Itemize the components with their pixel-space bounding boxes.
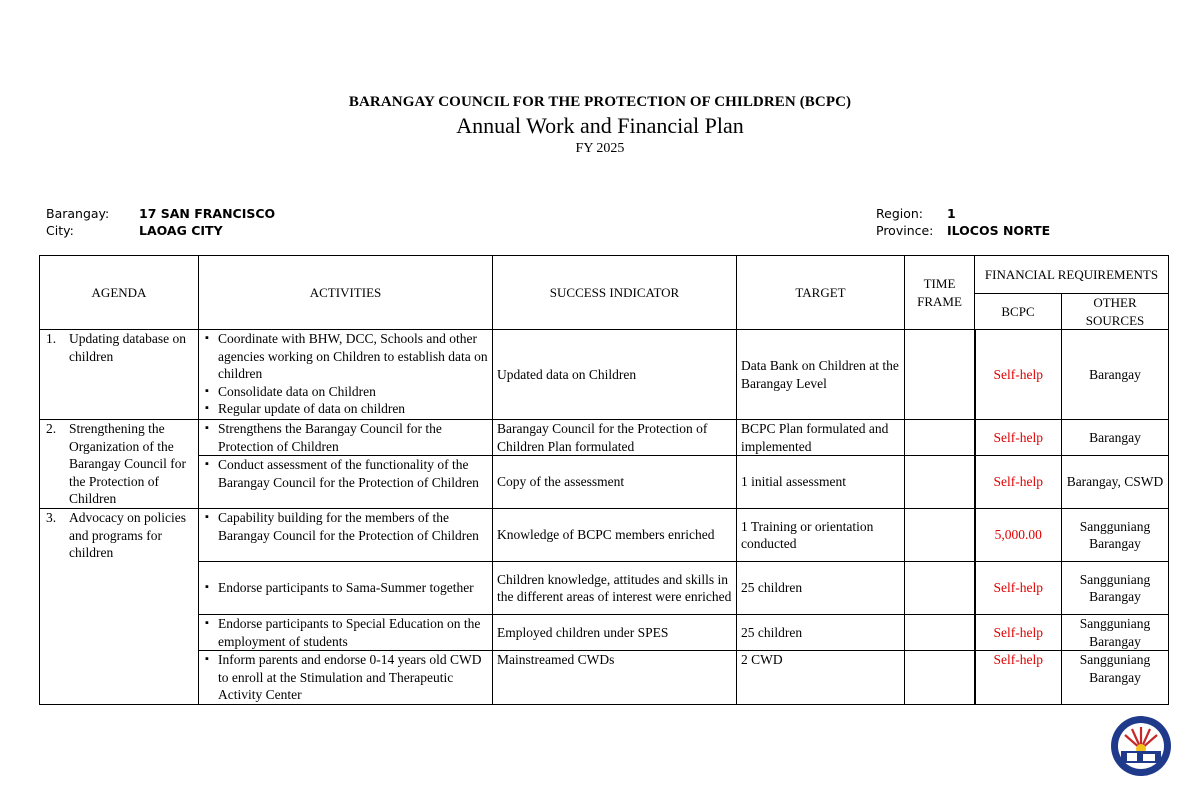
indicator-cell: Children knowledge, attitudes and skills in the different areas of interest were enriched: [493, 562, 737, 615]
region-label: Region:: [876, 206, 924, 221]
document-title: BARANGAY COUNCIL FOR THE PROTECTION OF CHILDREN (BCPC): [348, 94, 852, 110]
target-cell: 1 initial assessment: [737, 456, 905, 509]
indicator-cell: Knowledge of BCPC members enriched: [493, 509, 737, 562]
other-sources-cell: Sangguniang Barangay: [1062, 562, 1169, 615]
indicator-cell: Mainstreamed CWDs: [493, 651, 737, 705]
bcpc-cell: Self-help: [975, 615, 1062, 651]
time-frame-cell: [905, 562, 975, 615]
city-label: City:: [46, 223, 74, 238]
table-row: [40, 651, 1169, 705]
activity-item: ▪ Strengthens the Barangay Council for the Protection of Children: [205, 420, 488, 455]
other-sources-cell: Barangay: [1062, 420, 1169, 456]
activity-item: ▪ Conduct assessment of the functionality of the Barangay Council for the Protection of Children: [205, 456, 488, 491]
header-time-frame: TIME FRAME: [905, 256, 975, 330]
activities-cell: [199, 420, 493, 456]
bcpc-cell: Self-help: [975, 330, 1062, 420]
barangay-label: Barangay:: [46, 206, 110, 221]
header-success-indicator: SUCCESS INDICATOR: [493, 256, 737, 330]
fiscal-year: FY 2025: [575, 141, 625, 156]
activity-item: ▪ Consolidate data on Children: [205, 383, 488, 401]
agenda-cell: 1. Updating database on children: [40, 330, 199, 420]
barangay-seal-icon: [1110, 715, 1172, 777]
header-target: TARGET: [737, 256, 905, 330]
indicator-cell: Updated data on Children: [493, 330, 737, 420]
time-frame-cell: [905, 456, 975, 509]
time-frame-cell: [905, 330, 975, 420]
activity-item: ▪ Endorse participants to Sama-Summer together: [205, 579, 488, 597]
activities-cell: [199, 456, 493, 509]
bcpc-cell: Self-help: [975, 562, 1062, 615]
bcpc-cell: Self-help: [975, 420, 1062, 456]
time-frame-cell: [905, 651, 975, 705]
table-row: [40, 420, 1169, 456]
header-financial-requirements: FINANCIAL REQUIREMENTS: [975, 256, 1169, 294]
bcpc-cell: Self-help: [975, 456, 1062, 509]
time-frame-cell: [905, 615, 975, 651]
activities-cell: [199, 330, 493, 420]
activity-item: ▪ Inform parents and endorse 0-14 years old CWD to enroll at the Stimulation and Therapeutic Activity Center: [205, 651, 488, 704]
activities-cell: [199, 651, 493, 705]
province-label: Province:: [876, 223, 934, 238]
table-row: [40, 509, 1169, 562]
time-frame-cell: [905, 509, 975, 562]
activity-item: ▪ Endorse participants to Special Education on the employment of students: [205, 615, 488, 650]
table-row: [40, 456, 1169, 509]
indicator-cell: Copy of the assessment: [493, 456, 737, 509]
agenda-cell: 2. Strengthening the Organization of the Barangay Council for the Protection of Children: [40, 420, 199, 509]
bcpc-cell: 5,000.00: [975, 509, 1062, 562]
activities-cell: [199, 562, 493, 615]
city-value: LAOAG CITY: [139, 223, 223, 238]
other-sources-cell: Sangguniang Barangay: [1062, 509, 1169, 562]
header-bcpc: BCPC: [975, 294, 1062, 330]
activities-cell: [199, 615, 493, 651]
agenda-cell: 3. Advocacy on policies and programs for children: [40, 509, 199, 705]
table-row: [40, 615, 1169, 651]
other-sources-cell: Sangguniang Barangay: [1062, 651, 1169, 705]
target-cell: Data Bank on Children at the Barangay Level: [737, 330, 905, 420]
target-cell: 25 children: [737, 562, 905, 615]
other-sources-cell: Barangay: [1062, 330, 1169, 420]
other-sources-cell: Barangay, CSWD: [1062, 456, 1169, 509]
time-frame-cell: [905, 420, 975, 456]
target-cell: 1 Training or orientation conducted: [737, 509, 905, 562]
barangay-value: 17 SAN FRANCISCO: [139, 206, 276, 221]
province-value: ILOCOS NORTE: [947, 223, 1051, 238]
document-subtitle: Annual Work and Financial Plan: [456, 113, 744, 138]
table-row: [40, 330, 1169, 420]
work-plan-table: [39, 255, 1169, 705]
target-cell: 2 CWD: [737, 651, 905, 705]
activities-cell: [199, 509, 493, 562]
indicator-cell: Employed children under SPES: [493, 615, 737, 651]
header-activities: ACTIVITIES: [199, 256, 493, 330]
bcpc-cell: Self-help: [975, 651, 1062, 705]
region-value: 1: [947, 206, 956, 221]
header-other-sources: OTHER SOURCES: [1062, 294, 1169, 330]
table-row: [40, 562, 1169, 615]
activity-item: ▪ Capability building for the members of the Barangay Council for the Protection of Children: [205, 509, 488, 544]
activity-item: ▪ Coordinate with BHW, DCC, Schools and other agencies working on Children to establish data on children: [205, 330, 488, 383]
indicator-cell: Barangay Council for the Protection of Children Plan formulated: [493, 420, 737, 456]
target-cell: 25 children: [737, 615, 905, 651]
header-agenda: AGENDA: [40, 256, 199, 330]
target-cell: BCPC Plan formulated and implemented: [737, 420, 905, 456]
activity-item: ▪ Regular update of data on children: [205, 400, 488, 418]
other-sources-cell: Sangguniang Barangay: [1062, 615, 1169, 651]
